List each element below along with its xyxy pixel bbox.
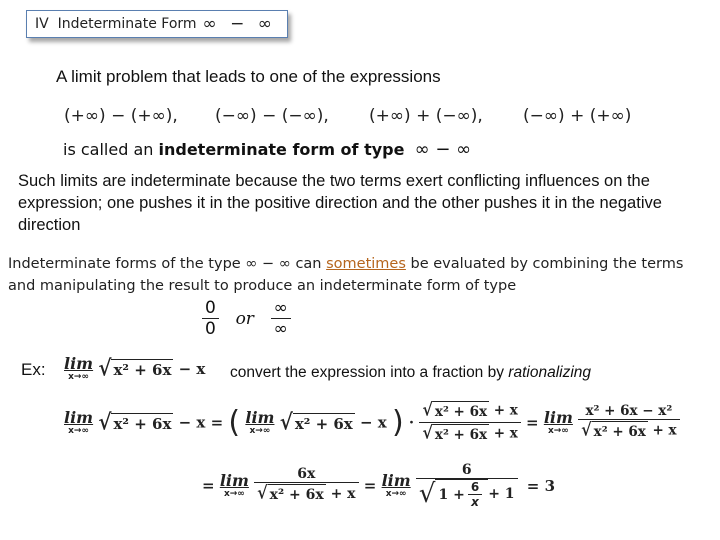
final-result: = 3 xyxy=(526,476,556,495)
result3-num: 6 xyxy=(461,462,472,478)
equals-1: = xyxy=(210,413,224,432)
equals-4: = xyxy=(363,476,377,495)
lim-sub-3: x→∞ xyxy=(249,425,271,436)
one-plus: 1 + xyxy=(438,486,465,503)
expression-3: (+∞) + (−∞), xyxy=(369,106,483,126)
result-fraction-1: x² + 6x − x² √ x² + 6x + x xyxy=(578,403,679,442)
called-bold: indeterminate form of type xyxy=(158,140,405,159)
called-prefix: is called an xyxy=(63,140,159,159)
example-expression xyxy=(64,356,205,382)
method-part1: Indeterminate forms of the type ∞ − ∞ can xyxy=(8,256,327,272)
plus-one: + 1 xyxy=(488,486,515,502)
intro-text: A limit problem that leads to one of the expressions xyxy=(56,67,441,86)
dot-operator: · xyxy=(408,413,415,432)
step-line-2 xyxy=(202,462,555,509)
frac1-num: 0 xyxy=(205,298,216,318)
result-fraction-3: 6 √ 1 + $\frac{6}{x}$ + 1 xyxy=(416,462,518,509)
lim-sub: x→∞ xyxy=(68,372,89,382)
called-line xyxy=(63,139,471,160)
lim-text: lim xyxy=(64,354,94,373)
sqrt-2: √ x² + 6x xyxy=(98,408,172,435)
step-line-1 xyxy=(64,400,680,445)
minus-x-2: − x xyxy=(178,413,206,432)
six-over-x-num: 6 xyxy=(470,480,480,494)
radicand-3: x² + 6x xyxy=(294,414,353,433)
method-part2: be evaluated by combining the terms xyxy=(405,256,684,272)
instruction-prefix: convert the expression into a fraction by xyxy=(230,364,509,381)
result2-num: 6x xyxy=(297,466,316,482)
sometimes-highlight: sometimes xyxy=(326,256,406,272)
result1-den-plusx: + x xyxy=(652,422,677,439)
instruction-text xyxy=(230,364,591,382)
result2-den-plusx: + x xyxy=(330,486,356,502)
called-symbol: ∞ − ∞ xyxy=(414,139,472,160)
lim-operator-3 xyxy=(245,407,275,436)
radicand: x² + 6x xyxy=(113,361,172,379)
close-paren: ) xyxy=(391,405,404,440)
explanation-paragraph: Such limits are indeterminate because the two terms exert conflicting influences on the expression; one pushes it in the positive direction and the other pushes it in the negative direction xyxy=(18,172,662,234)
section-symbol: ∞ − ∞ xyxy=(202,14,276,34)
section-roman: IV xyxy=(35,16,49,32)
expression-1: (+∞) − (+∞), xyxy=(64,106,178,126)
lim-text-5: lim xyxy=(219,470,249,490)
lim-operator-5 xyxy=(219,470,249,499)
open-paren: ( xyxy=(228,405,241,440)
frac2-den: ∞ xyxy=(271,318,291,339)
lim-operator-4 xyxy=(543,407,573,436)
forms-row xyxy=(202,298,291,339)
expression-2: (−∞) − (−∞), xyxy=(215,106,329,126)
method-paragraph xyxy=(8,253,683,297)
frac1-den: 0 xyxy=(202,318,219,339)
conj-num-plusx: + x xyxy=(493,402,518,419)
lim-text-6: lim xyxy=(381,470,411,490)
lim-operator-2 xyxy=(64,407,94,436)
conj-den-plusx: + x xyxy=(493,425,518,442)
sqrt-expression: √ x² + 6x xyxy=(98,354,172,382)
section-title: Indeterminate Form xyxy=(57,16,197,32)
section-title-box xyxy=(26,10,288,38)
lim-text-2: lim xyxy=(64,407,94,427)
lim-operator xyxy=(64,356,93,382)
frac2-num: ∞ xyxy=(273,298,288,318)
lim-sub-6: x→∞ xyxy=(385,488,407,499)
sqrt-3: √ x² + 6x xyxy=(279,408,353,435)
conj-den-radicand: x² + 6x xyxy=(433,424,489,445)
six-over-x: $\frac{6}{x}$ xyxy=(468,480,482,509)
conjugate-fraction: √ x² + 6x + x √ x² + 6x + x xyxy=(419,400,520,445)
or-word: or xyxy=(235,308,254,329)
conj-num-radicand: x² + 6x xyxy=(433,401,489,422)
equals-3: = xyxy=(202,476,215,495)
zero-over-zero xyxy=(202,298,219,339)
lim-text-3: lim xyxy=(245,407,275,427)
radicand-2: x² + 6x xyxy=(113,414,172,433)
example-label: Ex: xyxy=(21,360,46,379)
method-line2: and manipulating the result to produce an indeterminate form of type xyxy=(8,278,517,294)
result-fraction-2: 6x √ x² + 6x + x xyxy=(254,466,358,505)
equals-2: = xyxy=(526,413,539,432)
inf-over-inf xyxy=(271,298,291,339)
lim-sub-2: x→∞ xyxy=(68,425,89,436)
lim-operator-6 xyxy=(381,470,411,499)
expression-4: (−∞) + (+∞) xyxy=(523,106,632,126)
lim-sub-5: x→∞ xyxy=(223,488,245,499)
lim-text-4: lim xyxy=(543,407,573,427)
result1-num: x² + 6x − x² xyxy=(585,403,673,419)
lim-sub-4: x→∞ xyxy=(547,425,569,436)
minus-x: − x xyxy=(178,360,206,378)
minus-x-3: − x xyxy=(359,413,387,432)
result2-den-radicand: x² + 6x xyxy=(268,484,326,505)
instruction-italic: rationalizing xyxy=(508,364,592,381)
result1-den-radicand: x² + 6x xyxy=(592,421,648,442)
